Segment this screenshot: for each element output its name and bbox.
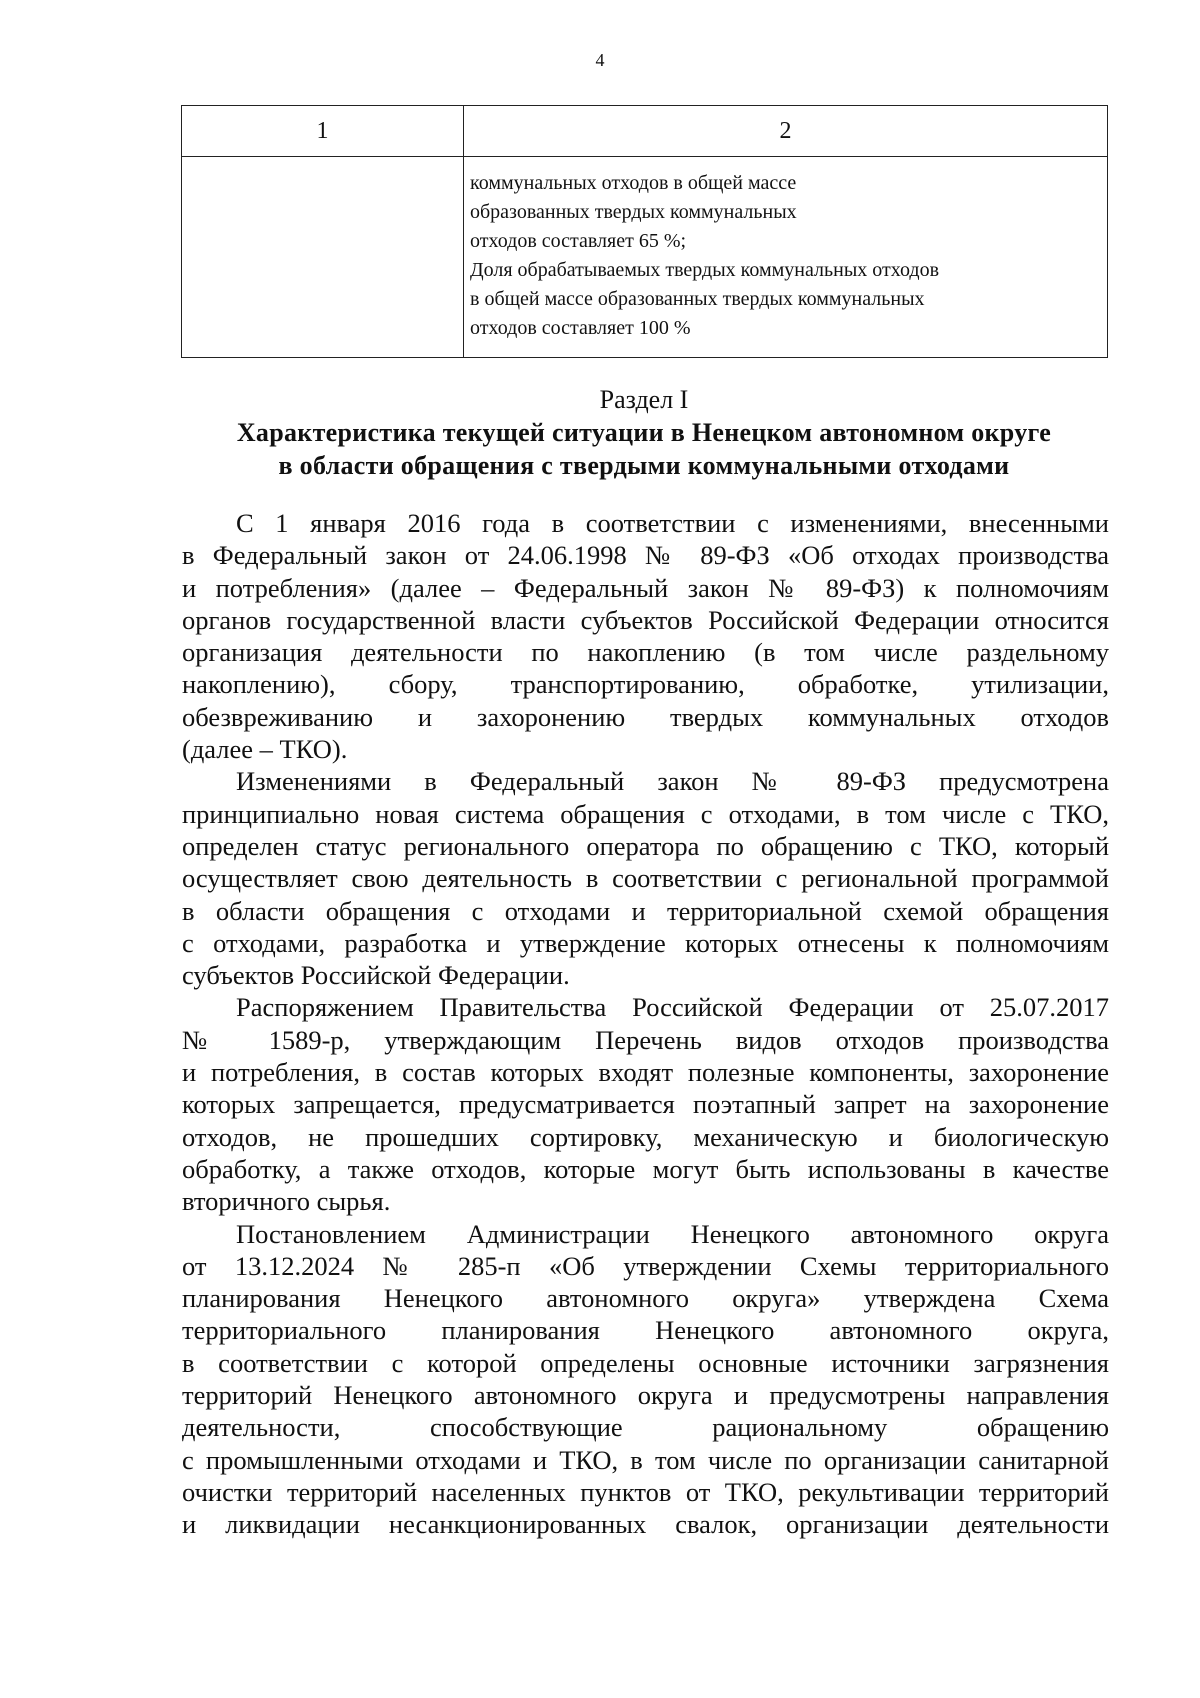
continuation-table	[181, 105, 1108, 358]
paragraph-line: Распоряжением Правительства Российской Федерации от 25.07.2017	[236, 992, 1109, 1023]
paragraph-line: очистки территорий населенных пунктов от ТКО, рекультивации территорий	[182, 1476, 1109, 1507]
paragraph-line: органов государственной власти субъектов Российской Федерации относится	[182, 604, 1109, 635]
paragraph-line: накоплению), сбору, транспортированию, обработке, утилизации,	[182, 669, 1109, 700]
paragraph-line: вторичного сырья.	[182, 1186, 391, 1217]
paragraph-line: № 1589-р, утверждающим Перечень видов отходов производства	[182, 1024, 1109, 1055]
table-cell-line: отходов составляет 100 %	[470, 317, 691, 339]
table-cell-line: Доля обрабатываемых твердых коммунальных отходов	[470, 259, 940, 281]
paragraph-line: принципиально новая система обращения с отходами, в том числе с ТКО,	[182, 798, 1109, 829]
paragraph-line: в Федеральный закон от 24.06.1998 № 89-ФЗ «Об отходах производства	[182, 540, 1109, 571]
paragraph-line: отходов, не прошедших сортировку, механическую и биологическую	[182, 1121, 1109, 1152]
table-cell-line: в общей массе образованных твердых коммунальных	[470, 288, 925, 310]
section-label: Раздел I	[599, 385, 689, 414]
paragraph-line: организация деятельности по накоплению (в том числе раздельному	[182, 637, 1109, 668]
paragraph-line: которых запрещается, предусматривается поэтапный запрет на захоронение	[182, 1089, 1109, 1120]
paragraph-line: субъектов Российской Федерации.	[182, 960, 570, 991]
paragraph-line: определен статус регионального оператора по обращению с ТКО, который	[182, 830, 1109, 861]
table-cell-text	[464, 157, 1107, 357]
table-header-col2: 2	[464, 106, 1108, 157]
section-heading	[180, 384, 1108, 482]
paragraph-line: обработку, а также отходов, которые могут быть использованы в качестве	[182, 1153, 1109, 1184]
paragraph-line: территориального планирования Ненецкого автономного округа,	[182, 1315, 1109, 1346]
paragraph	[182, 765, 1109, 991]
paragraph-line: и потребления» (далее – Федеральный закон № 89-ФЗ) к полномочиям	[182, 572, 1109, 603]
body-text	[182, 507, 1109, 1541]
paragraph-line: Постановлением Администрации Ненецкого автономного округа	[236, 1218, 1109, 1249]
paragraph-line: С 1 января 2016 года в соответствии с изменениями, внесенными	[236, 508, 1109, 538]
page-number: 4	[595, 50, 605, 70]
paragraph-line: территорий Ненецкого автономного округа и предусмотрены направления	[182, 1380, 1109, 1411]
table-cell-col1	[182, 157, 464, 358]
paragraph-line: Изменениями в Федеральный закон № 89-ФЗ предусмотрена	[236, 766, 1109, 797]
paragraph-line: (далее – ТКО).	[182, 734, 348, 765]
paragraph	[182, 507, 1109, 765]
table-cell-line: отходов составляет 65 %;	[470, 230, 687, 252]
paragraph-line: деятельности, способствующие рациональному обращению	[182, 1412, 1109, 1443]
paragraph-line: от 13.12.2024 № 285-п «Об утверждении Схемы территориального	[182, 1250, 1109, 1281]
table-header-row	[182, 106, 1108, 157]
paragraph	[182, 1218, 1109, 1541]
table-header-col1: 1	[182, 106, 464, 157]
paragraph-line: и потребления, в состав которых входят полезные компоненты, захоронение	[182, 1057, 1109, 1088]
paragraph-line: с промышленными отходами и ТКО, в том числе по организации санитарной	[182, 1444, 1109, 1475]
paragraph-line: осуществляет свою деятельность в соответствии с региональной программой	[182, 863, 1109, 894]
paragraph-line: в соответствии с которой определены основные источники загрязнения	[182, 1347, 1109, 1378]
table-cell-line: образованных твердых коммунальных	[470, 201, 797, 223]
paragraph-line: обезвреживанию и захоронению твердых коммунальных отходов	[182, 701, 1109, 732]
table-cell-line: коммунальных отходов в общей массе	[470, 172, 797, 194]
table-row	[182, 157, 1108, 358]
paragraph-line: и ликвидации несанкционированных свалок, организации деятельности	[182, 1509, 1109, 1540]
section-title-line-2: в области обращения с твердыми коммунальными отходами	[278, 451, 1010, 480]
paragraph-line: планирования Ненецкого автономного округа» утверждена Схема	[182, 1283, 1109, 1314]
paragraph-line: в области обращения с отходами и территориальной схемой обращения	[182, 895, 1109, 926]
table-cell-col2	[464, 157, 1108, 358]
paragraph-line: с отходами, разработка и утверждение которых отнесены к полномочиям	[182, 927, 1109, 958]
section-title-line-1: Характеристика текущей ситуации в Ненецком автономном округе	[236, 418, 1052, 447]
paragraph	[182, 991, 1109, 1217]
